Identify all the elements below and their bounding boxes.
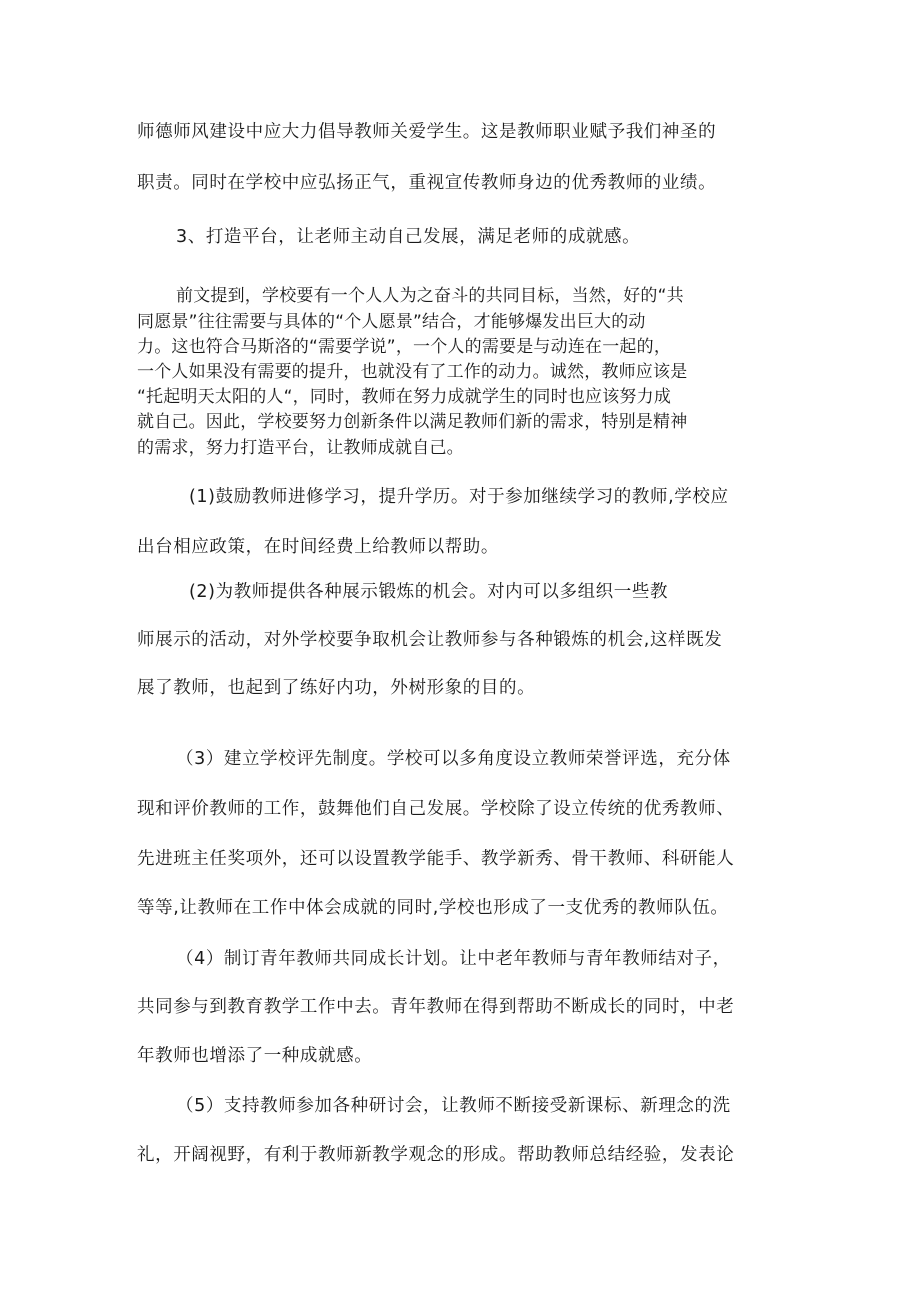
section-heading: 3、打造平台，让老师主动自己发展，满足老师的成就感。 bbox=[176, 227, 641, 247]
text-line: 共同参与到教育教学工作中去。青年教师在得到帮助不断成长的同时，中老 bbox=[137, 997, 735, 1017]
text-line: 职责。同时在学校中应弘扬正气，重视宣传教师身边的优秀教师的业绩。 bbox=[137, 173, 717, 193]
list-item-5: （5）支持教师参加各种研讨会，让教师不断接受新课标、新理念的洗 bbox=[176, 1096, 731, 1116]
text-line: 前文提到，学校要有一个人人为之奋斗的共同目标，当然，好的“共 bbox=[176, 286, 684, 306]
text-line: 力。这也符合马斯洛的“需要学说”，一个人的需要是与动连在一起的， bbox=[137, 337, 672, 357]
text-line: 等等,让教师在工作中体会成就的同时,学校也形成了一支优秀的教师队伍。 bbox=[137, 898, 729, 918]
text-line: 礼，开阔视野，有利于教师新教学观念的形成。帮助教师总结经验，发表论 bbox=[137, 1145, 735, 1165]
text-line: 师展示的活动，对外学校要争取机会让教师参与各种锻炼的机会,这样既发 bbox=[137, 630, 723, 650]
text-line: 师德师风建设中应大力倡导教师关爱学生。这是教师职业赋予我们神圣的 bbox=[137, 122, 717, 142]
text-line: 先进班主任奖项外，还可以设置教学能手、教学新秀、骨干教师、科研能人 bbox=[137, 849, 735, 869]
text-line: 年教师也增添了一种成就感。 bbox=[137, 1046, 373, 1066]
text-line: 就自己。因此，学校要努力创新条件以满足教师们新的需求，特别是精神 bbox=[137, 412, 688, 432]
list-item-4: （4）制订青年教师共同成长计划。让中老年教师与青年教师结对子， bbox=[176, 949, 731, 969]
text-line: “托起明天太阳的人“，同时，教师在努力成就学生的同时也应该努力成 bbox=[137, 387, 672, 407]
list-item-2: (2)为教师提供各种展示锻炼的机会。对内可以多组织一些教 bbox=[189, 582, 669, 602]
text-line: 的需求，努力打造平台，让教师成就自己。 bbox=[137, 438, 464, 458]
text-line: 一个人如果没有需要的提升，也就没有了工作的动力。诚然，教师应该是 bbox=[137, 362, 688, 382]
text-line: 展了教师，也起到了练好内功，外树形象的目的。 bbox=[137, 678, 536, 698]
text-line: 同愿景”往往需要与具体的“个人愿景”结合，才能够爆发出巨大的动 bbox=[137, 312, 646, 332]
text-line: 现和评价教师的工作，鼓舞他们自己发展。学校除了设立传统的优秀教师、 bbox=[137, 799, 735, 819]
list-item-3: （3）建立学校评先制度。学校可以多角度设立教师荣誉评选，充分体 bbox=[176, 749, 731, 769]
text-line: 出台相应政策，在时间经费上给教师以帮助。 bbox=[137, 537, 499, 557]
list-item-1: (1)鼓励教师进修学习，提升学历。对于参加继续学习的教师,学校应 bbox=[189, 487, 729, 507]
